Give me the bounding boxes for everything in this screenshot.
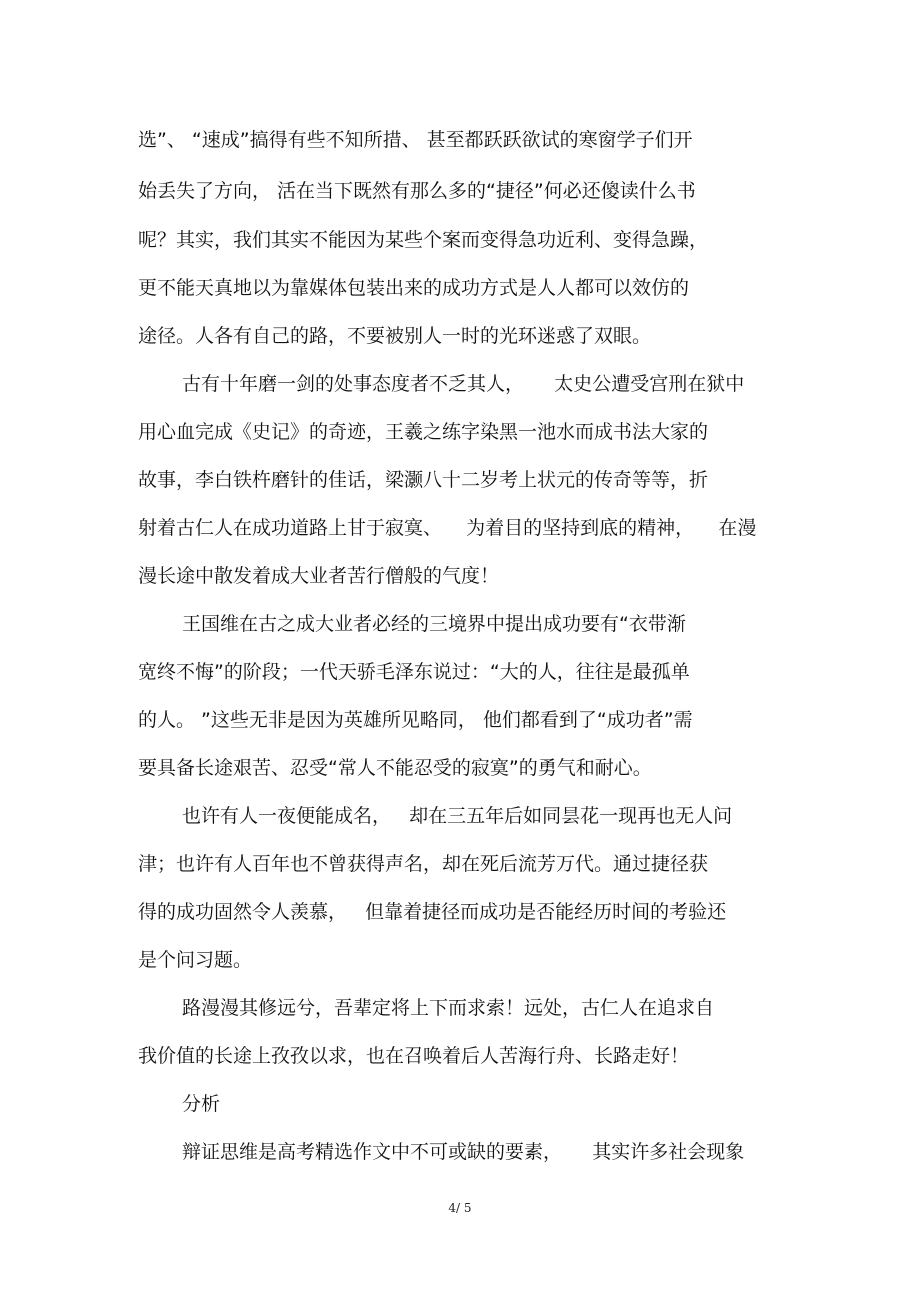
text-line: 始丢失了方向， 活在当下既然有那么多的“捷径”何必还傻读什么书 (138, 180, 696, 202)
text-line: 津；也许有人百年也不曾获得声名，却在死后流芳万代。通过捷径获 (138, 853, 709, 875)
paragraph-start-line: 路漫漫其修远兮，吾辈定将上下而求索！远处，古仁人在追求自 (182, 997, 715, 1019)
text-line: 更不能天真地以为靠媒体包装出来的成功方式是人人都可以效仿的 (138, 277, 690, 299)
paragraph-start-line: 王国维在古之成大业者必经的三境界中提出成功要有“衣带渐 (182, 613, 686, 635)
paragraph-start-line: 辩证思维是高考精选作文中不可或缺的要素， 其实许多社会现象 (182, 1141, 745, 1163)
text-line: 故事，李白铁杵磨针的佳话，梁灏八十二岁考上状元的传奇等等，折 (138, 469, 709, 491)
text-line: 我价值的长途上孜孜以求，也在召唤着后人苦海行舟、长路走好！ (138, 1045, 690, 1067)
text-line: 宽终不悔”的阶段；一代天骄毛泽东说过：“大的人，往往是最孤单 (138, 661, 690, 683)
page-number: 4/ 5 (448, 1201, 472, 1215)
section-heading: 分析 (182, 1093, 221, 1115)
text-line: 途径。人各有自己的路，不要被别人一时的光环迷惑了双眼。 (138, 325, 652, 347)
text-line: 呢？其实，我们其实不能因为某些个案而变得急功近利、变得急躁， (138, 229, 709, 251)
text-line: 得的成功固然令人羡慕， 但靠着捷径而成功是否能经历时间的考验还 (138, 901, 727, 923)
paragraph-start-line: 也许有人一夜便能成名， 却在三五年后如同昙花一现再也无人问 (182, 805, 733, 827)
text-line: 用心血完成《史记》的奇迹，王羲之练字染黑一池水而成书法大家的 (138, 421, 709, 443)
text-line: 要具备长途艰苦、忍受“常人不能忍受的寂寞”的勇气和耐心。 (138, 757, 652, 779)
text-line: 选”、 “速成”搞得有些不知所措、 甚至都跃跃欲试的寒窗学子们开 (138, 129, 693, 151)
text-line: 的人。 ”这些无非是因为英雄所见略同， 他们都看到了“成功者”需 (138, 709, 693, 731)
text-line: 是个问习题。 (138, 949, 253, 971)
text-line: 射着古仁人在成功道路上甘于寂寞、 为着目的坚持到底的精神， 在漫 (138, 517, 757, 539)
text-line: 漫长途中散发着成大业者苦行僧般的气度！ (138, 565, 500, 587)
paragraph-start-line: 古有十年磨一剑的处事态度者不乏其人， 太史公遭受宫刑在狱中 (182, 373, 745, 395)
